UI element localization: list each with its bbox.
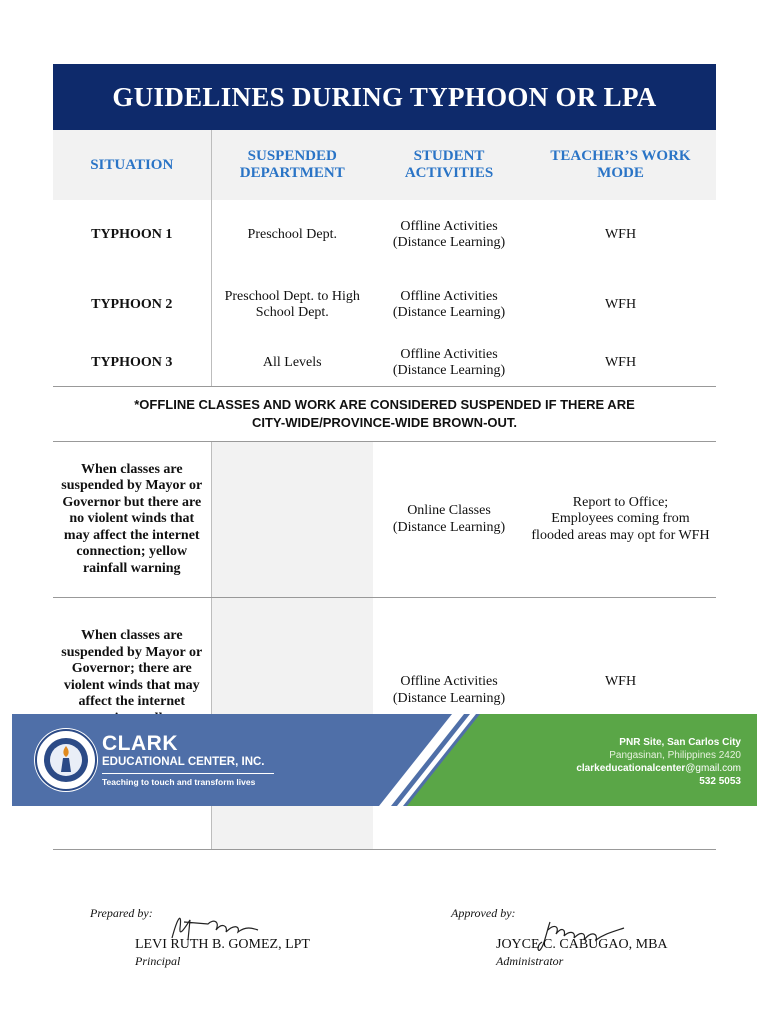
cell-activities: Offline Activities (Distance Learning) (373, 598, 525, 850)
cell-situation: When classes are suspended by Mayor or Governor but there are no violent winds that may affect the internet connection; yellow rainfall warning (53, 442, 211, 598)
address-line-1: PNR Site, San Carlos City (619, 737, 741, 748)
prepared-by-block (90, 906, 153, 921)
guidelines-document (53, 64, 716, 715)
cell-situation: When classes are suspended by Mayor or Governor; there are violent winds that may affect the internet (53, 598, 211, 850)
email-domain: @gmail.com (685, 763, 741, 774)
cell-work-mode: WFH (525, 340, 716, 387)
cell-work-mode: Report to Office; Employees coming from flooded areas may opt for WFH (525, 442, 716, 598)
brand-name: CLARK (102, 732, 178, 755)
approved-by-block (451, 906, 516, 921)
header-teacher-work-mode: TEACHER’S WORK MODE (525, 130, 716, 200)
prepared-name: LEVI RUTH B. GOMEZ, LPT (135, 937, 310, 952)
cell-activities: Offline Activities (Distance Learning) (392, 218, 506, 250)
note-row (53, 387, 716, 442)
cell-department: All Levels (211, 340, 373, 387)
cell-work-mode: WFH (604, 296, 637, 312)
header-student-activities: STUDENT ACTIVITIES (373, 130, 525, 200)
approved-label: Approved by: (451, 906, 516, 920)
approved-name: JOYCE C. CABUGAO, MBA (496, 937, 668, 952)
brand-divider (102, 773, 274, 774)
phone-number: 532 5053 (699, 776, 741, 787)
table-row (53, 200, 716, 270)
table-row (53, 270, 716, 340)
document-title: GUIDELINES DURING TYPHOON OR LPA (53, 64, 716, 130)
email-line (576, 762, 741, 775)
brand-subtitle: EDUCATIONAL CENTER, INC. (102, 756, 265, 768)
cell-activities: Online Classes (Distance Learning) (373, 442, 525, 598)
cell-activities: Offline Activities (Distance Learning) (373, 340, 525, 387)
cell-activities: Offline Activities (Distance Learning) (392, 288, 506, 320)
school-seal-logo (34, 728, 98, 792)
approved-role: Administrator (496, 954, 564, 968)
cell-situation: TYPHOON 2 (53, 270, 211, 340)
contact-block (576, 736, 741, 788)
brand-tagline: Teaching to touch and transform lives (102, 777, 256, 787)
cell-department: Preschool Dept. to High School Dept. (224, 288, 360, 320)
address-line-2: Pangasinan, Philippines 2420 (609, 750, 741, 761)
cell-work-mode: WFH (525, 598, 716, 850)
cell-department: Preschool Dept. (247, 226, 337, 242)
table-row (53, 340, 716, 387)
cell-department (211, 442, 373, 598)
prepared-label: Prepared by: (90, 906, 153, 920)
approved-name-block (496, 937, 668, 969)
header-situation: SITUATION (53, 130, 211, 200)
email-user: clarkeducationalcenter (576, 763, 686, 774)
cell-situation: TYPHOON 3 (53, 340, 211, 387)
prepared-role: Principal (135, 954, 181, 968)
table-header-row (53, 130, 716, 200)
school-banner (12, 714, 757, 806)
prepared-name-block (135, 937, 310, 969)
brownout-note: *OFFLINE CLASSES AND WORK ARE CONSIDERED SUSPENDED IF THERE ARE CITY-WIDE/PROVINCE-WIDE BROWN-OUT. (53, 387, 716, 442)
cell-work-mode: WFH (604, 226, 637, 242)
header-suspended-department: SUSPENDED DEPARTMENT (211, 130, 373, 200)
table-row (53, 442, 716, 598)
cell-situation: TYPHOON 1 (53, 200, 211, 270)
